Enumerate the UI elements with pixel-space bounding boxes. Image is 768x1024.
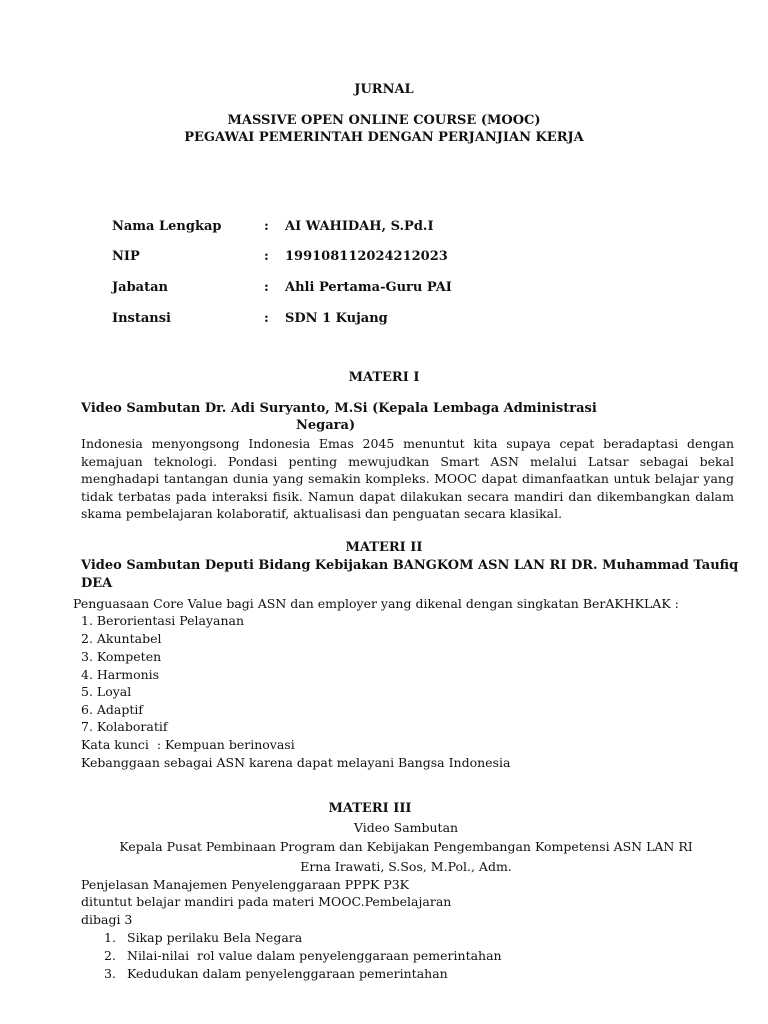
materi3-line2: Kepala Pusat Pembinaan Program dan Kebijakan Pengembangan Kompetensi ASN LAN RI	[119, 839, 693, 854]
materi2-heading: MATERI II	[345, 540, 423, 555]
materi3-line3: Erna Irawati, S.Sos, M.Pol., Adm.	[300, 859, 512, 874]
identity-separator: :	[264, 219, 269, 234]
list-item: 2. Akuntabel	[81, 631, 162, 646]
identity-label: Instansi	[112, 311, 171, 326]
journal-subtitle-line2: PEGAWAI PEMERINTAH DENGAN PERJANJIAN KERJA	[184, 130, 584, 145]
list-item: 6. Adaptif	[81, 702, 144, 717]
identity-value: Ahli Pertama-Guru PAI	[285, 280, 452, 295]
identity-label: NIP	[112, 249, 140, 264]
list-item: 7. Kolaboratif	[81, 719, 168, 734]
materi2-subtitle-line2: DEA	[81, 576, 113, 591]
identity-separator: :	[264, 311, 269, 326]
journal-subtitle-line1: MASSIVE OPEN ONLINE COURSE (MOOC)	[227, 113, 541, 128]
materi1-body: Indonesia menyongsong Indonesia Emas 2045 menuntut kita supaya cepat beradaptasi dengan kemajuan teknologi. Pondasi penting mewujudkan Smart ASN melalui Latsar sebagai bekal menghadapi tantangan dunia yang semakin kompleks. MOOC dapat dimanfaatkan untuk belajar yang tidak terbatas pada interaksi fisik. Namun dapat dilakukan secara mandiri dan dikembangkan dalam skama pembelajaran kolaboratif, aktualisasi dan penguatan secara klasikal.	[81, 436, 734, 522]
list-item: 4. Harmonis	[81, 667, 160, 682]
materi1-subtitle-line1: Video Sambutan Dr. Adi Suryanto, M.Si (Kepala Lembaga Administrasi	[81, 401, 597, 416]
materi2-subtitle-line1: Video Sambutan Deputi Bidang Kebijakan BANGKOM ASN LAN RI DR. Muhammad Taufiq	[81, 558, 739, 573]
materi1-subtitle-line2: Negara)	[296, 418, 356, 433]
list-item: Kedudukan dalam penyelenggaraan pemerintahan	[127, 966, 448, 981]
identity-value: SDN 1 Kujang	[285, 311, 388, 326]
materi3-heading: MATERI III	[328, 801, 412, 816]
list-item: 5. Loyal	[81, 684, 132, 699]
materi1-heading: MATERI I	[348, 370, 420, 385]
identity-separator: :	[264, 249, 269, 264]
list-item: 1. Berorientasi Pelayanan	[81, 613, 245, 628]
list-item: 3. Kompeten	[81, 649, 162, 664]
list-item-number: 2.	[104, 948, 116, 963]
journal-title: JURNAL	[354, 82, 414, 97]
materi2-closing: Kebanggaan sebagai ASN karena dapat melayani Bangsa Indonesia	[81, 755, 511, 770]
list-item: Sikap perilaku Bela Negara	[127, 930, 303, 945]
materi3-para2: dituntut belajar mandiri pada materi MOOC.Pembelajaran	[81, 894, 452, 909]
identity-label: Jabatan	[112, 280, 168, 295]
identity-label: Nama Lengkap	[112, 219, 222, 234]
identity-value: AI WAHIDAH, S.Pd.I	[285, 219, 434, 234]
materi3-para3: dibagi 3	[81, 912, 133, 927]
list-item-number: 1.	[104, 930, 116, 945]
materi2-keyword: Kata kunci : Kempuan berinovasi	[81, 737, 295, 752]
materi3-para1: Penjelasan Manajemen Penyelenggaraan PPPK P3K	[81, 877, 410, 892]
identity-separator: :	[264, 280, 269, 295]
materi3-line1: Video Sambutan	[353, 820, 459, 835]
materi2-intro: Penguasaan Core Value bagi ASN dan employer yang dikenal dengan singkatan BerAKHKLAK :	[73, 596, 679, 611]
list-item: Nilai-nilai rol value dalam penyelenggaraan pemerintahan	[127, 948, 502, 963]
identity-value: 199108112024212023	[285, 249, 448, 264]
list-item-number: 3.	[104, 966, 116, 981]
